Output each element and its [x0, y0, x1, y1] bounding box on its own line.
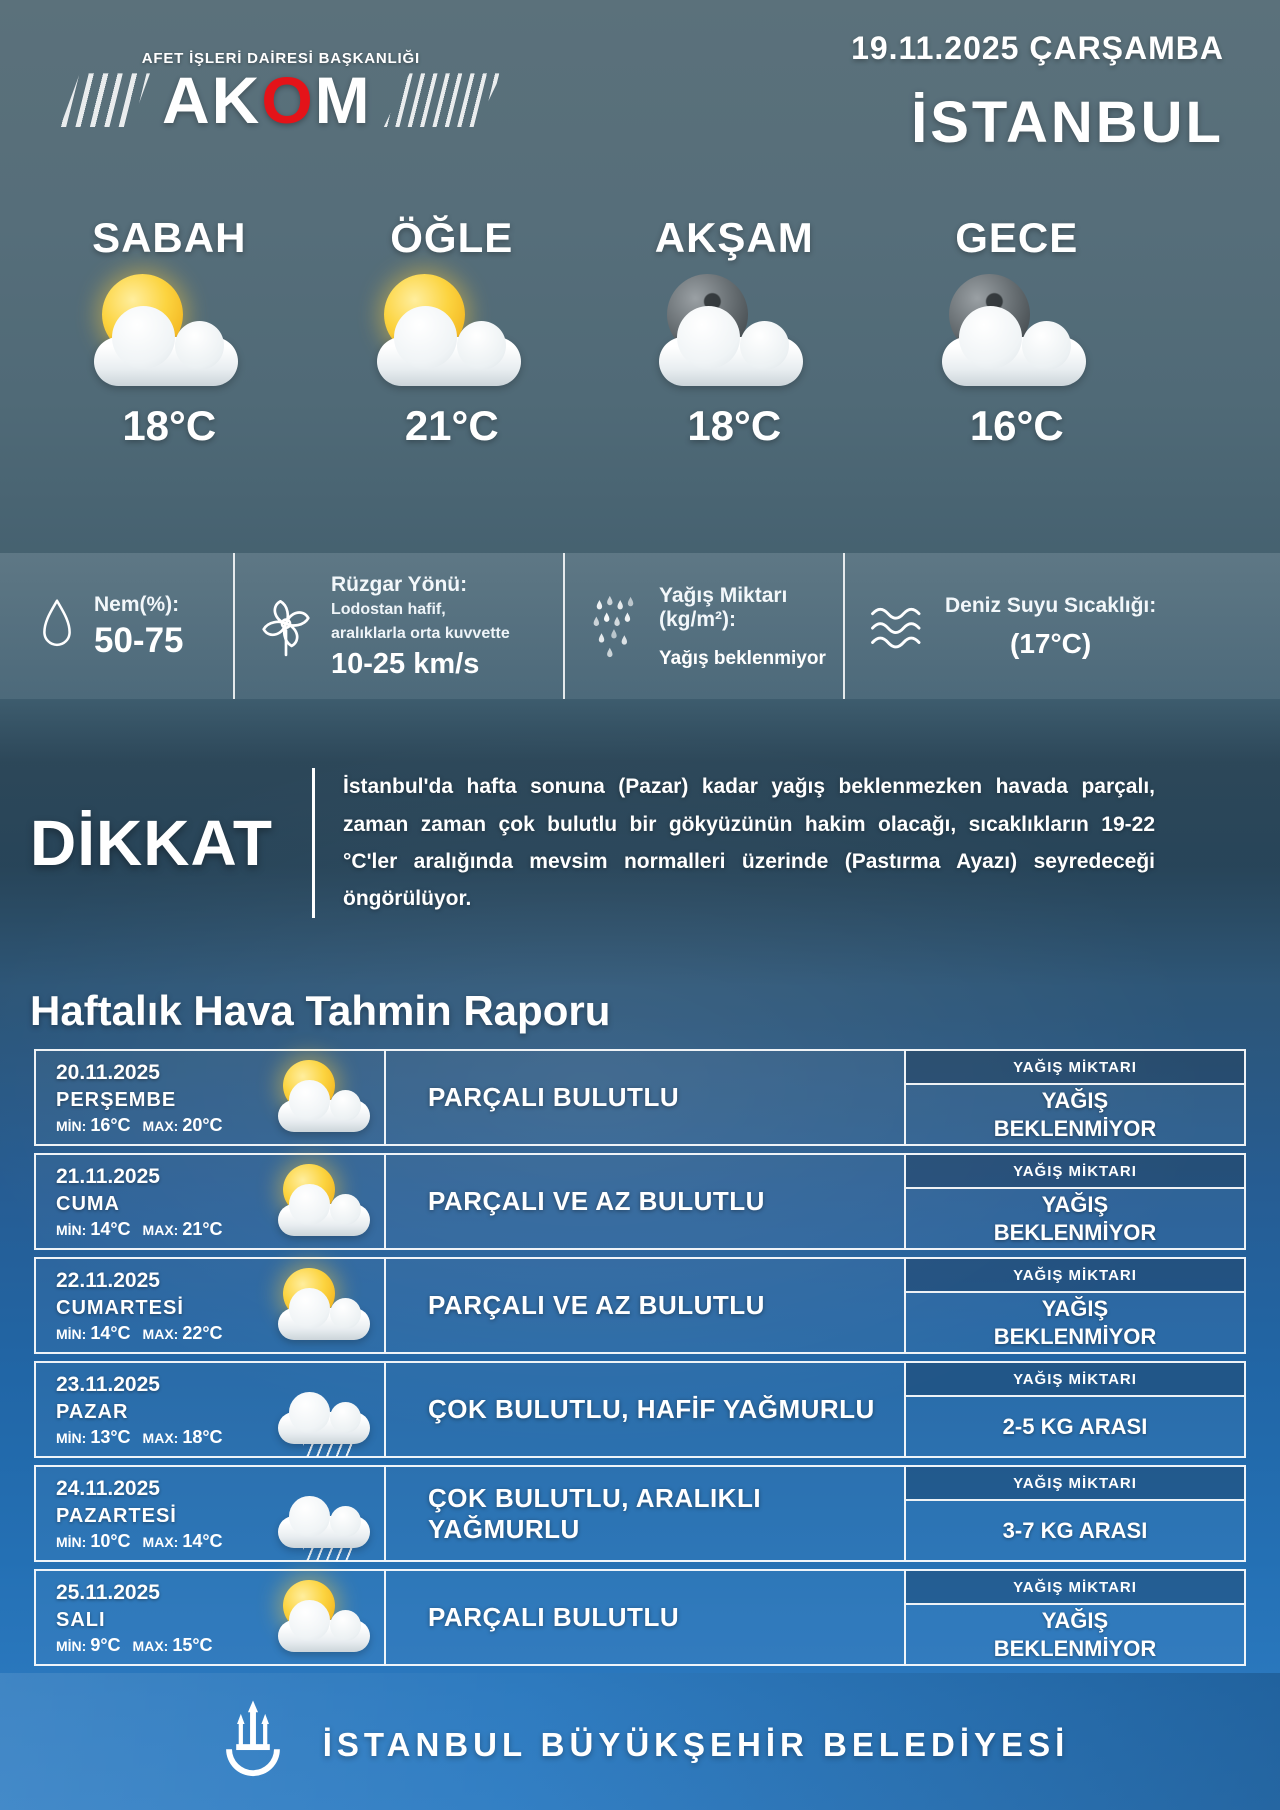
cloud-icon: [659, 337, 803, 387]
min-value: 14°C: [90, 1323, 131, 1343]
wind-stat: [233, 553, 563, 699]
min-label: MİN:: [56, 1222, 87, 1238]
forecast-weather-icon: [278, 1164, 374, 1240]
precip-value: 3-7 KG ARASI: [1002, 1517, 1148, 1543]
sea-temp-value: (17°C): [1010, 628, 1092, 659]
precip-value: YAĞIŞ BEKLENMİYOR: [993, 1088, 1157, 1141]
forecast-condition: PARÇALI BULUTLU: [428, 1602, 680, 1632]
max-value: 15°C: [172, 1635, 213, 1655]
min-label: MİN:: [56, 1638, 87, 1654]
akom-logo-row: [60, 63, 502, 137]
forecast-day: PAZAR: [56, 1400, 129, 1423]
forecast-date: 20.11.2025: [56, 1061, 160, 1084]
cloud-icon: [278, 1308, 370, 1340]
footer: [0, 1673, 1280, 1810]
warning-section: [0, 699, 1280, 987]
period-temp: 21°C: [404, 402, 499, 449]
sea-temp-stat: [843, 553, 1252, 699]
forecast-date: 25.11.2025: [56, 1581, 160, 1604]
cloud-icon: [278, 1100, 370, 1132]
wind-desc-2: aralıklarla orta kuvvette: [331, 624, 510, 642]
forecast-date-cell: [36, 1571, 386, 1664]
report-date: 19.11.2025 ÇARŞAMBA: [851, 30, 1224, 66]
forecast-row-persembe: [34, 1049, 1246, 1146]
min-label: MİN:: [56, 1534, 87, 1550]
forecast-date: 21.11.2025: [56, 1165, 160, 1188]
forecast-row-sali: [34, 1569, 1246, 1666]
forecast-day: PAZARTESİ: [56, 1504, 177, 1527]
forecast-day: CUMA: [56, 1192, 120, 1215]
max-label: MAX:: [142, 1118, 179, 1134]
municipality-title: İSTANBUL BÜYÜKŞEHİR BELEDİYESİ: [322, 1726, 1070, 1763]
forecast-date: 22.11.2025: [56, 1269, 160, 1292]
ibb-logo-icon: [211, 1697, 295, 1793]
forecast-date: 23.11.2025: [56, 1373, 160, 1396]
cloud-icon: [377, 337, 521, 387]
akom-logo: [60, 50, 502, 200]
raindrops-icon: [587, 593, 643, 661]
precip-header: YAĞIŞ MİKTARI: [906, 1467, 1244, 1501]
precip-value: YAĞIŞ BEKLENMİYOR: [993, 1296, 1157, 1349]
akom-letter-o: O: [261, 63, 315, 137]
precip-header: YAĞIŞ MİKTARI: [906, 1155, 1244, 1189]
forecast-precip-cell: [904, 1363, 1244, 1456]
max-label: MAX:: [142, 1222, 179, 1238]
humidity-label: Nem(%):: [94, 593, 180, 616]
forecast-condition: PARÇALI VE AZ BULUTLU: [428, 1290, 765, 1320]
forecast-minmax: [56, 1531, 272, 1552]
cloud-icon: [94, 337, 238, 387]
forecast-row-pazar: [34, 1361, 1246, 1458]
period-aksam: [593, 200, 876, 490]
period-temp: 16°C: [969, 402, 1064, 449]
forecast-weather-icon: [278, 1580, 374, 1656]
min-label: MİN:: [56, 1118, 87, 1134]
precipitation-value: Yağış beklenmiyor: [659, 648, 826, 669]
forecast-row-cuma: [34, 1153, 1246, 1250]
forecast-row-cumartesi: [34, 1257, 1246, 1354]
max-label: MAX:: [132, 1638, 169, 1654]
precip-header: YAĞIŞ MİKTARI: [906, 1571, 1244, 1605]
max-label: MAX:: [142, 1326, 179, 1342]
max-value: 20°C: [182, 1115, 223, 1135]
forecast-precip-cell: [904, 1467, 1244, 1560]
min-value: 16°C: [90, 1115, 131, 1135]
forecast-minmax: [56, 1635, 272, 1656]
period-temp: 18°C: [687, 402, 782, 449]
period-label: SABAH: [92, 214, 247, 261]
min-label: MİN:: [56, 1326, 87, 1342]
precip-header: YAĞIŞ MİKTARI: [906, 1259, 1244, 1293]
precip-header: YAĞIŞ MİKTARI: [906, 1363, 1244, 1397]
forecast-weather-icon: [278, 1268, 374, 1344]
max-value: 22°C: [182, 1323, 223, 1343]
humidity-stat: [28, 553, 233, 699]
wind-text: [331, 573, 510, 682]
agency-title: AFET İŞLERİ DAİRESİ BAŞKANLIĞI: [141, 50, 420, 67]
akom-letters-ak: AK: [162, 63, 262, 137]
max-value: 14°C: [182, 1531, 223, 1551]
max-value: 21°C: [182, 1219, 223, 1239]
min-value: 10°C: [90, 1531, 131, 1551]
cloud-icon: [278, 1204, 370, 1236]
period-label: GECE: [955, 214, 1079, 261]
period-ogle: [311, 200, 594, 490]
precipitation-label: Yağış Miktarı (kg/m²):: [659, 584, 788, 631]
city-title: İSTANBUL: [911, 90, 1224, 155]
forecast-day: PERŞEMBE: [56, 1088, 177, 1111]
humidity-text: [94, 593, 184, 661]
max-value: 18°C: [182, 1427, 223, 1447]
min-value: 14°C: [90, 1219, 131, 1239]
sea-temp-text: [945, 594, 1156, 660]
weekly-title: Haftalık Hava Tahmin Raporu: [30, 987, 611, 1034]
humidity-value: 50-75: [94, 621, 184, 660]
forecast-date-cell: [36, 1467, 386, 1560]
precip-value: YAĞIŞ BEKLENMİYOR: [993, 1192, 1157, 1245]
warning-title: DİKKAT: [30, 807, 273, 879]
forecast-condition: PARÇALI VE AZ BULUTLU: [428, 1186, 765, 1216]
min-label: MİN:: [56, 1430, 87, 1446]
precip-value: 2-5 KG ARASI: [1002, 1413, 1148, 1439]
forecast-date: 24.11.2025: [56, 1477, 160, 1500]
period-gece: [876, 200, 1159, 490]
day-periods: [28, 200, 1158, 490]
wind-label: Rüzgar Yönü:: [331, 572, 468, 596]
precipitation-stat: [563, 553, 843, 699]
warning-text: İstanbul'da hafta sonuna (Pazar) kadar yağış beklenmezken havada parçalı, zaman zaman çok bulutlu bir gökyüzünün hakim olacağı, sıcaklıkların 19-22 °C'ler aralığında mevsim normalleri üzerinde (Pastırma Ayazı) seyredeceği öngörülüyor.: [312, 768, 1155, 918]
period-label: ÖĞLE: [390, 214, 514, 261]
forecast-weather-icon: [278, 1476, 374, 1552]
forecast-minmax: [56, 1115, 272, 1136]
precipitation-text: [659, 584, 837, 670]
stats-bar: [0, 553, 1280, 699]
forecast-day: CUMARTESİ: [56, 1296, 184, 1319]
header: [0, 0, 1280, 200]
forecast-date-cell: [36, 1155, 386, 1248]
wind-desc-1: Lodostan hafif,: [331, 600, 446, 618]
cloud-icon: [278, 1620, 370, 1652]
weather-icon: [94, 274, 244, 392]
forecast-minmax: [56, 1427, 272, 1448]
akom-letter-m: M: [314, 63, 372, 137]
forecast-precip-cell: [904, 1051, 1244, 1144]
period-label: AKŞAM: [654, 214, 814, 261]
wind-speed: 10-25 km/s: [331, 648, 480, 681]
min-value: 13°C: [90, 1427, 131, 1447]
forecast-minmax: [56, 1323, 272, 1344]
forecast-day: SALI: [56, 1608, 106, 1631]
pinwheel-icon: [257, 594, 315, 660]
weather-icon: [659, 274, 809, 392]
forecast-date-cell: [36, 1051, 386, 1144]
weather-icon: [377, 274, 527, 392]
cloud-icon: [278, 1516, 370, 1548]
max-label: MAX:: [142, 1534, 179, 1550]
cloud-icon: [278, 1412, 370, 1444]
stripes-decoration-right-icon: [384, 73, 502, 127]
forecast-condition: ÇOK BULUTLU, HAFİF YAĞMURLU: [428, 1394, 875, 1424]
forecast-weather-icon: [278, 1372, 374, 1448]
forecast-precip-cell: [904, 1259, 1244, 1352]
forecast-date-cell: [36, 1363, 386, 1456]
waves-icon: [867, 601, 929, 653]
weather-icon: [942, 274, 1092, 392]
forecast-row-pazartesi: [34, 1465, 1246, 1562]
forecast-minmax: [56, 1219, 272, 1240]
forecast-precip-cell: [904, 1155, 1244, 1248]
forecast-condition: ÇOK BULUTLU, ARALIKLI YAĞMURLU: [428, 1482, 762, 1544]
period-temp: 18°C: [122, 402, 217, 449]
akom-wordmark: [162, 63, 372, 137]
weekly-forecast-table: [34, 1049, 1246, 1666]
stripes-decoration-left-icon: [60, 73, 150, 127]
cloud-icon: [942, 337, 1086, 387]
forecast-precip-cell: [904, 1571, 1244, 1664]
forecast-condition: PARÇALI BULUTLU: [428, 1082, 680, 1112]
forecast-date-cell: [36, 1259, 386, 1352]
precip-value: YAĞIŞ BEKLENMİYOR: [993, 1608, 1157, 1661]
period-sabah: [28, 200, 311, 490]
precip-header: YAĞIŞ MİKTARI: [906, 1051, 1244, 1085]
forecast-weather-icon: [278, 1060, 374, 1136]
min-value: 9°C: [90, 1635, 121, 1655]
water-drop-icon: [36, 597, 78, 657]
sea-temp-label: Deniz Suyu Sıcaklığı:: [945, 594, 1157, 617]
max-label: MAX:: [142, 1430, 179, 1446]
header-right: [851, 24, 1224, 200]
